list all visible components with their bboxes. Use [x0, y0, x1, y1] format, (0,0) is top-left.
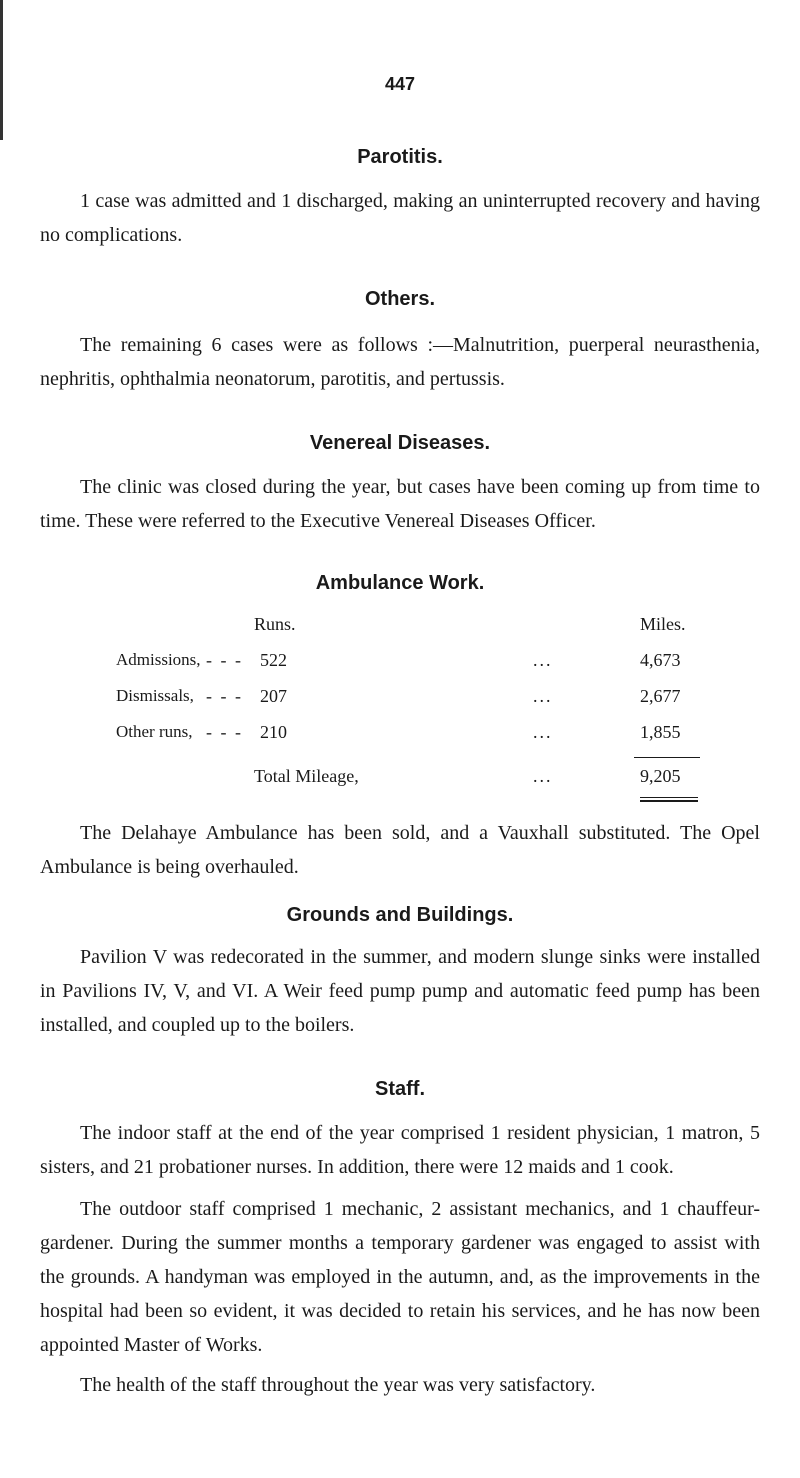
paragraph-grounds-and-buildings: Pavilion V was redecorated in the summer, and modern slunge sinks were installed in Pavilions IV, V, and VI. A Weir feed pump pump and automatic feed pump has been installed, and coupled up to the boilers.	[40, 946, 760, 1036]
paragraph-others: The remaining 6 cases were as follows :—Malnutrition, puerperal neurasthenia, nephritis, ophthalmia neonatorum, parotitis, and pertussis.	[40, 334, 760, 390]
row-dots-other-runs: ...	[533, 722, 553, 742]
row-dashes-dismissals: - - -	[206, 686, 243, 706]
row-miles-dismissals: 2,677	[640, 686, 681, 706]
paragraph-parotitis: 1 case was admitted and 1 discharged, making an uninterrupted recovery and having no complications.	[40, 190, 760, 246]
row-dots-dismissals: ...	[533, 686, 553, 706]
row-runs-other-runs: 210	[260, 722, 287, 742]
row-label-admissions: Admissions,	[116, 650, 201, 669]
total-mileage-dots: ...	[533, 766, 553, 786]
total-mileage-label: Total Mileage,	[254, 766, 359, 786]
column-header-miles: Miles.	[640, 614, 686, 634]
paragraph-staff-indoor: The indoor staff at the end of the year comprised 1 resident physician, 1 matron, 5 sisters, and 21 probationer nurses. In addition, there were 12 maids and 1 cook.	[40, 1122, 760, 1178]
row-label-dismissals: Dismissals,	[116, 686, 194, 705]
subtotal-rule	[634, 757, 700, 758]
heading-grounds-and-buildings: Grounds and Buildings.	[286, 904, 514, 926]
row-dots-admissions: ...	[533, 650, 553, 670]
total-double-rule-bottom	[640, 800, 698, 802]
column-header-runs: Runs.	[254, 614, 296, 634]
heading-venereal-diseases: Venereal Diseases.	[309, 432, 491, 454]
total-double-rule-top	[640, 797, 698, 798]
heading-ambulance-work: Ambulance Work.	[315, 572, 485, 594]
row-dashes-other-runs: - - -	[206, 722, 243, 742]
row-runs-admissions: 522	[260, 650, 287, 670]
row-label-other-runs: Other runs,	[116, 722, 193, 741]
paragraph-staff-outdoor: The outdoor staff comprised 1 mechanic, 2 assistant mechanics, and 1 chauffeur-gardener. During the summer months a temporary gardener was engaged to assist with the grounds. A handyman was employed in the autumn, and, as the improvements in the hospital had been so evident, it was decided to retain his services, and he has now been appointed Master of Works.	[40, 1198, 760, 1356]
heading-others: Others.	[364, 288, 436, 310]
row-miles-admissions: 4,673	[640, 650, 681, 670]
paragraph-ambulance-note: The Delahaye Ambulance has been sold, and a Vauxhall substituted. The Opel Ambulance is being overhauled.	[40, 822, 760, 878]
page-edge-mark	[0, 0, 3, 140]
row-miles-other-runs: 1,855	[640, 722, 681, 742]
paragraph-venereal-diseases: The clinic was closed during the year, but cases have been coming up from time to time. These were referred to the Executive Venereal Diseases Officer.	[40, 476, 760, 532]
row-runs-dismissals: 207	[260, 686, 287, 706]
row-dashes-admissions: - - -	[206, 650, 243, 670]
heading-staff: Staff.	[375, 1078, 425, 1100]
page-number: 447	[384, 74, 416, 94]
heading-parotitis: Parotitis.	[357, 146, 443, 168]
paragraph-staff-health: The health of the staff throughout the year was very satisfactory.	[80, 1374, 596, 1396]
total-mileage-value: 9,205	[640, 766, 681, 786]
